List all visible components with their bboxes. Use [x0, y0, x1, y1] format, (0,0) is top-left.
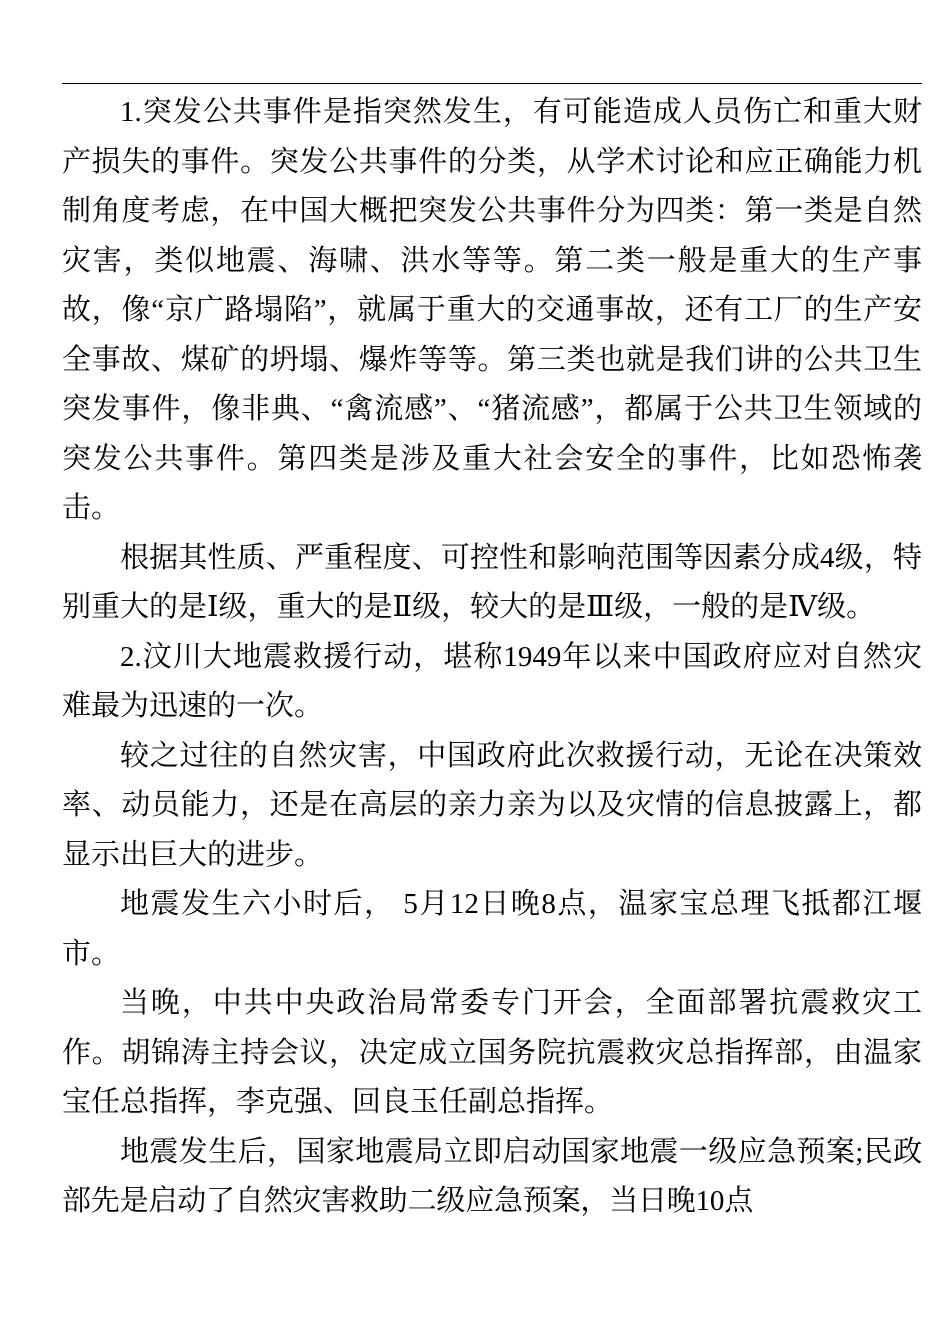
paragraph-2: 根据其性质、严重程度、可控性和影响范围等因素分成4级，特别重大的是Ⅰ级，重大的是Ⅱ级，较大的是Ⅲ级，一般的是Ⅳ级。	[62, 541, 922, 623]
document-body	[62, 88, 922, 1227]
paragraph-4: 较之过往的自然灾害，中国政府此次救援行动，无论在决策效率、动员能力，还是在高层的亲力亲为以及灾情的信息披露上，都显示出巨大的进步。	[62, 739, 922, 871]
paragraph-3: 2.汶川大地震救援行动，堪称1949年以来中国政府应对自然灾难最为迅速的一次。	[62, 640, 922, 722]
paragraph-6: 当晚，中共中央政治局常委专门开会，全面部署抗震救灾工作。胡锦涛主持会议，决定成立国务院抗震救灾总指挥部，由温家宝任总指挥，李克强、回良玉任副总指挥。	[62, 987, 922, 1118]
paragraph-5: 地震发生六小时后， 5月12日晚8点，温家宝总理飞抵都江堰市。	[62, 888, 922, 970]
paragraph-1: 1.突发公共事件是指突然发生，有可能造成人员伤亡和重大财产损失的事件。突发公共事件的分类，从学术讨论和应正确能力机制角度考虑，在中国大概把突发公共事件分为四类：第一类是自然灾害，类似地震、海啸、洪水等等。第二类一般是重大的生产事故，像“京广路塌陷”，就属于重大的交通事故，还有工厂的生产安全事故、煤矿的坍塌、爆炸等等。第三类也就是我们讲的公共卫生突发事件，像非典、“禽流感”、“猪流感”，都属于公共卫生领域的突发公共事件。第四类是涉及重大社会安全的事件，比如恐怖袭击。	[62, 96, 922, 524]
paragraph-7: 地震发生后，国家地震局立即启动国家地震一级应急预案;民政部先是启动了自然灾害救助二级应急预案，当日晚10点	[62, 1135, 922, 1217]
header-rule	[62, 83, 922, 84]
